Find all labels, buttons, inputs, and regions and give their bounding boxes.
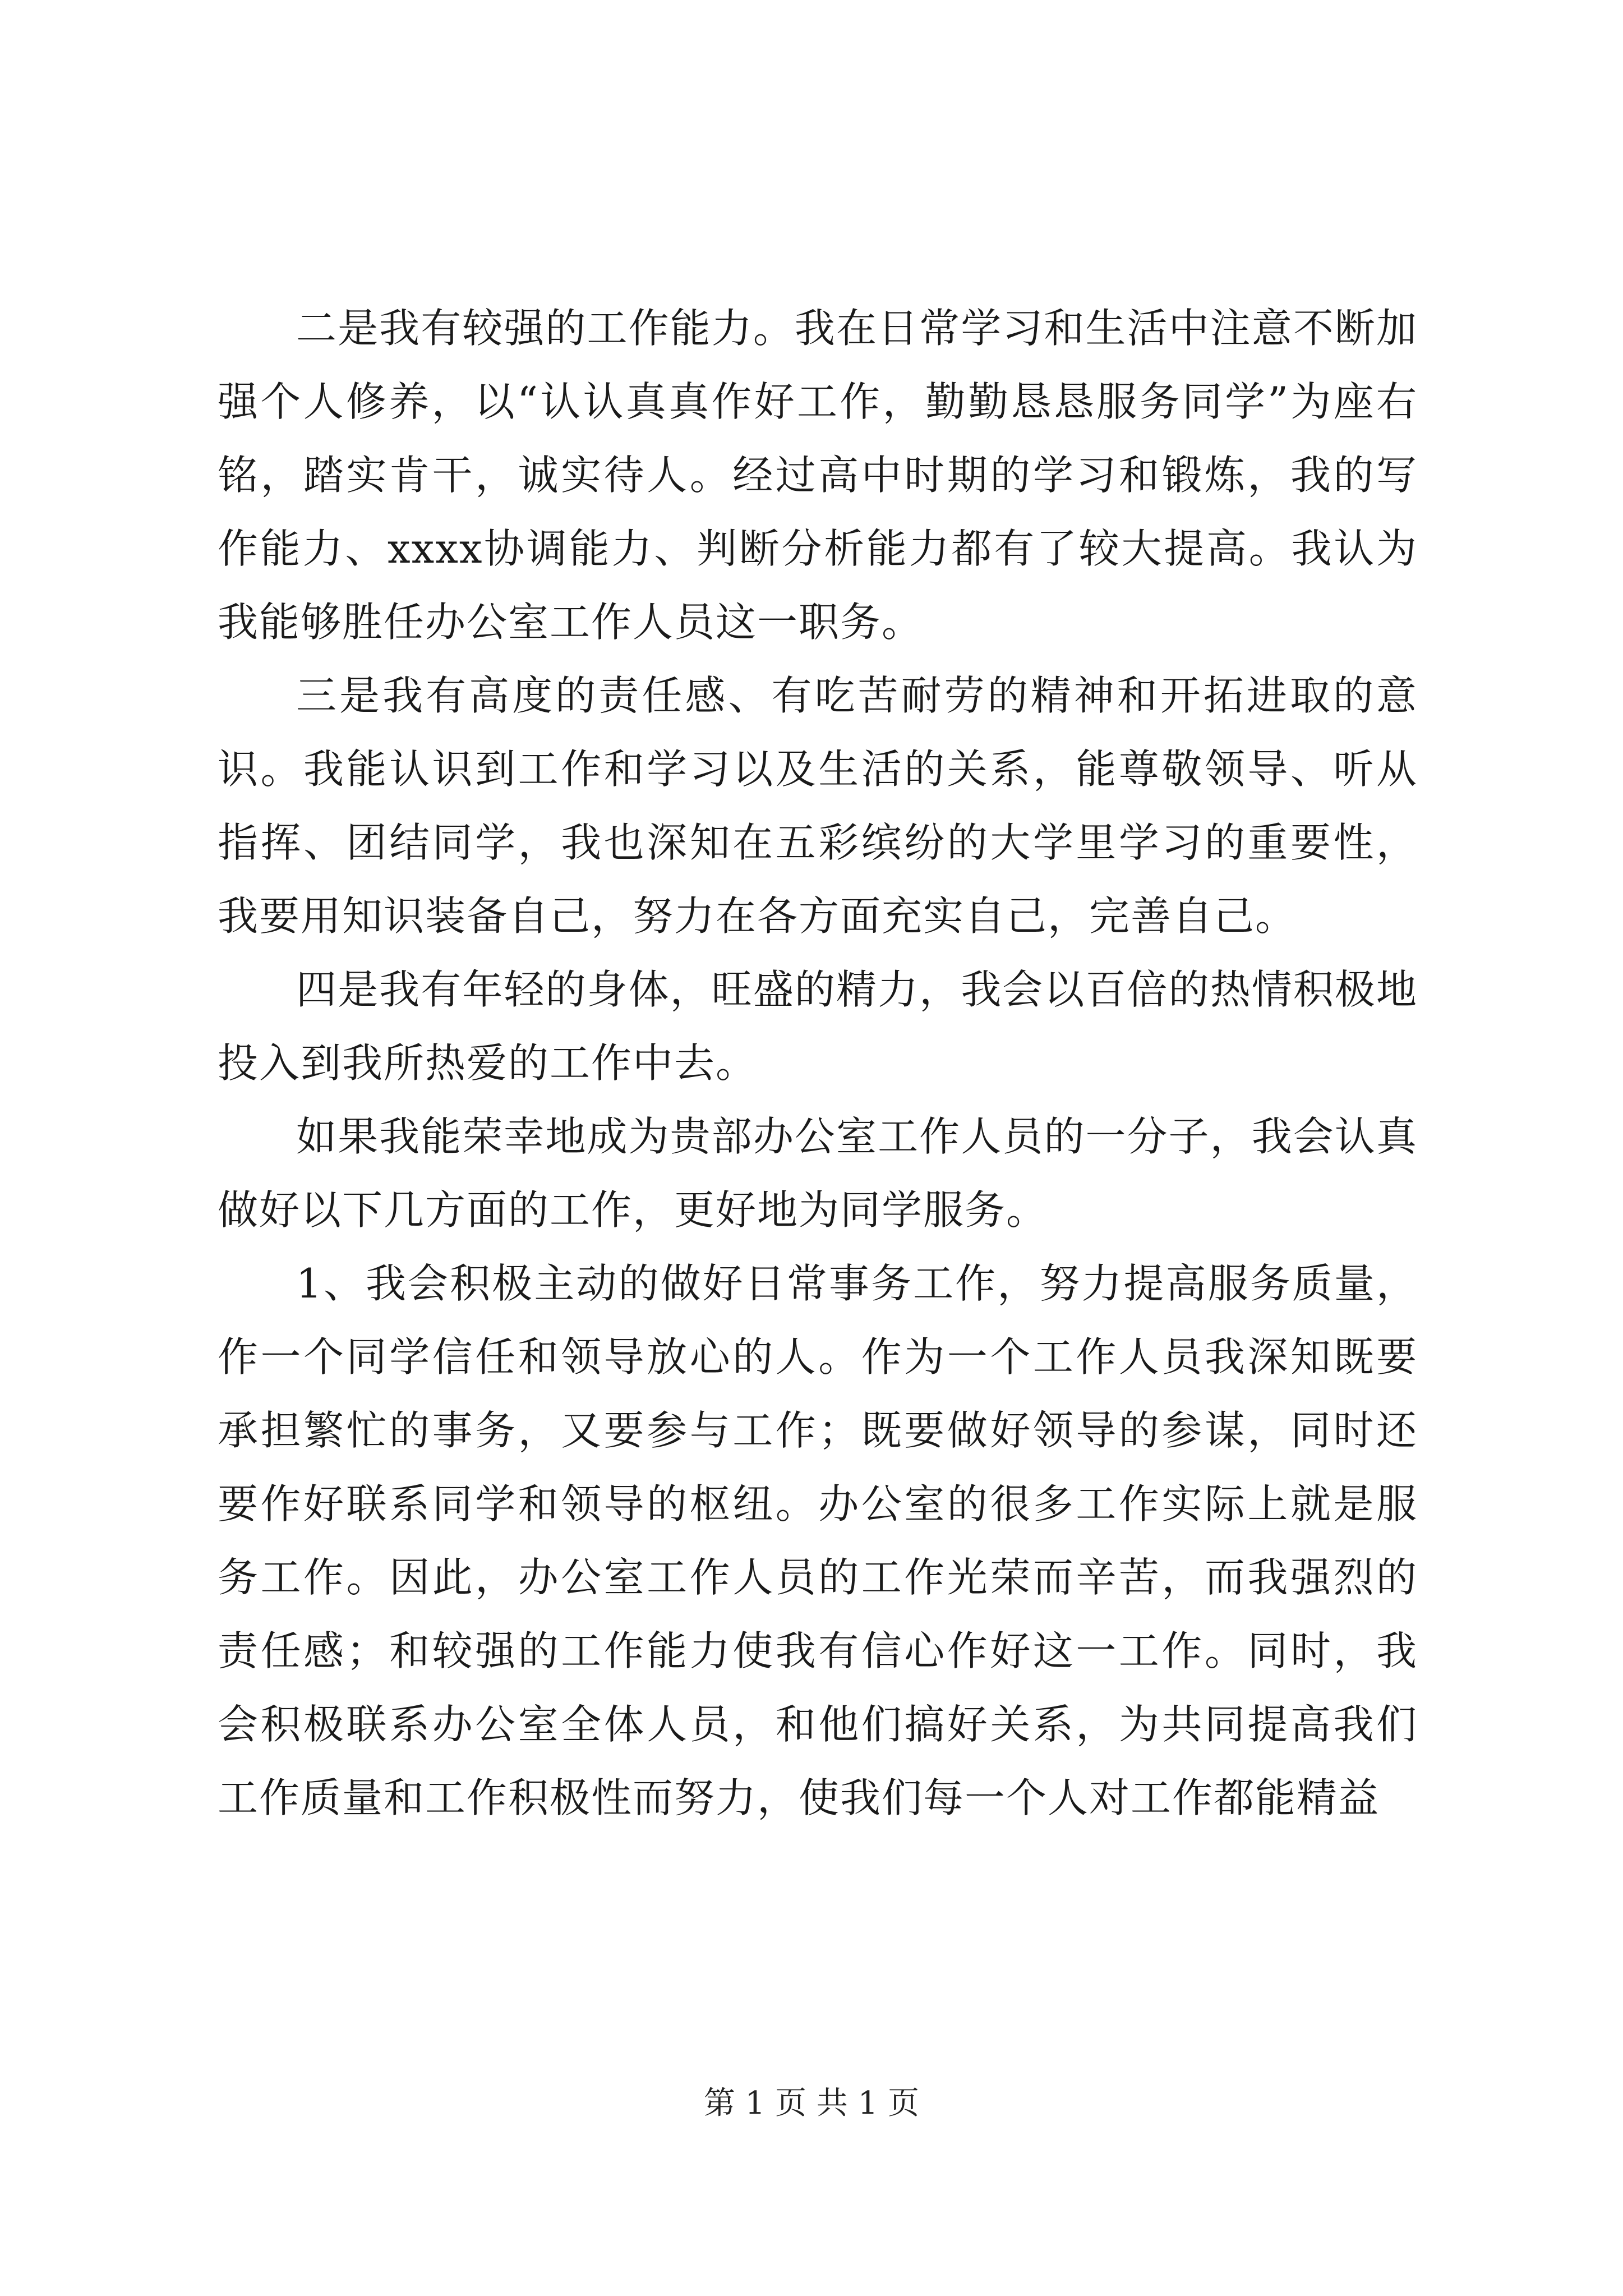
page-number: 第 1 页 共 1 页 [703,2085,920,2122]
paragraph-5: 1、我会积极主动的做好日常事务工作，努力提高服务质量，作一个同学信任和领导放心的人。作为一个工作人员我深知既要承担繁忙的事务，又要参与工作；既要做好领导的参谋，同时还要作好联系同学和领导的枢纽。办公室的很多工作实际上就是服务工作。因此，办公室工作人员的工作光荣而辛苦，而我强烈的责任感；和较强的工作能力使我有信心作好这一工作。同时，我会积极联系办公室全体人员，和他们搞好关系，为共同提高我们工作质量和工作积极性而努力，使我们每一个人对工作都能精益 [218,1260,1418,1821]
paragraph-3: 四是我有年轻的身体，旺盛的精力，我会以百倍的热情积极地投入到我所热爱的工作中去。 [218,966,1418,1087]
paragraph-2: 三是我有高度的责任感、有吃苦耐劳的精神和开拓进取的意识。我能认识到工作和学习以及生活的关系，能尊敬领导、听从指挥、团结同学，我也深知在五彩缤纷的大学里学习的重要性，我要用知识装备自己，努力在各方面充实自己，完善自己。 [218,672,1418,940]
paragraph-1: 二是我有较强的工作能力。我在日常学习和生活中注意不断加强个人修养，以“认认真真作好工作，勤勤恳恳服务同学”为座右铭，踏实肯干，诚实待人。经过高中时期的学习和锻炼，我的写作能力、xxxx协调能力、判断分析能力都有了较大提高。我认为我能够胜任办公室工作人员这一职务。 [218,305,1418,646]
paragraph-4: 如果我能荣幸地成为贵部办公室工作人员的一分子，我会认真做好以下几方面的工作，更好地为同学服务。 [218,1113,1418,1234]
document-body [218,292,1418,1835]
page-footer [0,2081,1623,2126]
